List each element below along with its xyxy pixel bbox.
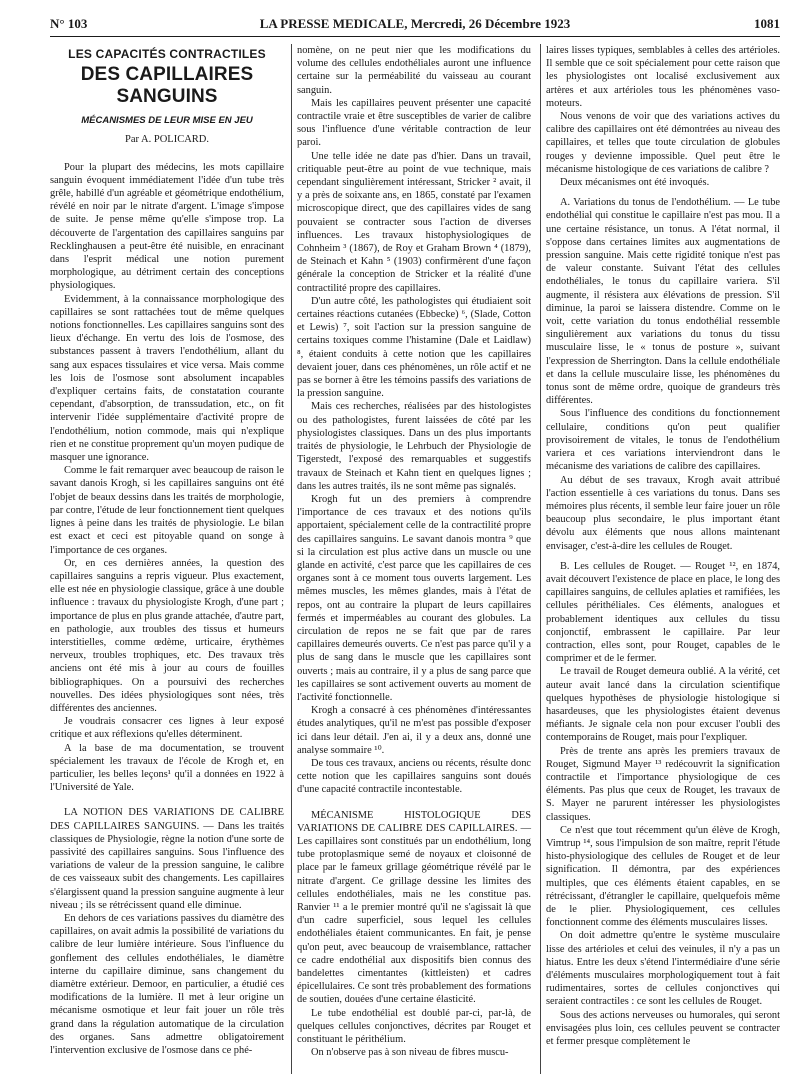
paragraph: Nous venons de voir que des variations actives du calibre des capillaires ont été démontrées au niveau des capillaires, et telles que toute circulation de globules rouges y devienne impossible. Quel peut être le mécanisme histologique de ces variations de calibre ?	[546, 111, 780, 175]
article-subtitle: MÉCANISMES DE LEUR MISE EN JEU	[81, 115, 253, 127]
issue-number: N° 103	[50, 16, 88, 31]
paragraph: D'un autre côté, les pathologistes qui étudiaient soit certaines réactions cutanées (Ebbecke) ⁶, (Slade, Cotton et Lewis) ⁷, soit l'action sur la pression sanguine de certains toxiques comme l'histamine (Dale et Laidlaw) ⁸, étaient conduits à cette notion que les capillaires devaient jouer, dans ces phénomènes, un rôle actif et ne pas se borner à être les témoins passifs des variations de la pression sanguine.	[297, 295, 531, 400]
paragraph: Ce n'est que tout récemment qu'un élève de Krogh, Vimtrup ¹⁴, sous l'impulsion de son maître, reprit l'étude histo-physiologique des cellules de Rouget et de leur signification. Il démontra, par des expériences multiples, que ces éléments étaient capables, en se rétrécissant, d'étrangler le capillaire, quelquefois même de le plier. Physiologiquement, ces cellules fonctionnent comme des éléments musculaires lisses.	[546, 824, 780, 929]
paragraph: laires lisses typiques, semblables à celles des artérioles. Il semble que ce soit spécialement pour cette raison que les physiologistes ont localisé exclusivement aux artères et aux artérioles tous les phénomènes vaso-moteurs.	[546, 45, 780, 109]
column-divider-2	[540, 44, 541, 1074]
paragraph: Deux mécanismes ont été invoqués.	[560, 177, 710, 189]
paragraph: Le travail de Rouget demeura oublié. A la vérité, cet auteur avait lancé dans la circulation scientifique quelques hypothèses de physiologie histologique si hasardeuses, que les physiologistes étaient devenus méfiants. Je signale cela non pour excuser l'oubli des contemporains de Rouget, mais pour l'expliquer.	[546, 666, 780, 744]
paragraph: Au début de ses travaux, Krogh avait attribué l'action essentielle à ces variations du tonus. Dans ses mémoires plus récents, il semble leur faire jouer un rôle beaucoup plus secondaire, le plus important étant dévolu aux éléments que nous allons maintenant envisager, c'est-à-dire les cellules de Rouget.	[546, 474, 780, 552]
column-divider-1	[291, 44, 292, 1074]
section-paragraph: MÉCANISME HISTOLOGIQUE DES VARIATIONS DE CALIBRE DES CAPILLAIRES. — Les capillaires sont constitués par un endothélium, long tube protoplasmique semé de noyaux et cloisonné de place par le fameux grillage géométrique révélé par le nitrate d'argent. Ce grillage dessine les limites des cellules endothéliales, mais ne les constitue pas. Ranvier ¹¹ a le premier montré qu'il ne s'agissait là que d'un cadre superficiel, sous lequel les cellules endothéliales étaient communicantes. En fait, je pense qu'on peut, avec beaucoup de vraisemblance, rattacher ce cadre endothélial aux dispositifs bien connus des bandelettes cimentantes (kittleisten) et cadres épicellulaires. Ce sont très probablement des formations de soutien, douées d'une certaine élasticité.	[297, 809, 531, 1006]
journal-line: LA PRESSE MEDICALE, Mercredi, 26 Décembre 1923	[259, 16, 571, 31]
section-paragraph: LA NOTION DES VARIATIONS DE CALIBRE DES CAPILLAIRES SANGUINS. — Dans les traités classiques de Physiologie, règne la notion d'une sorte de passivité des capillaires sanguins. Sous l'influence des variations de valeur de la pression sanguine, le calibre de ces vaisseaux subit des changements. Les capillaires s'élargissent quand la pression sanguine augmente à leur niveau ; ils se rétrécissent quand elle diminue.	[50, 807, 284, 911]
newspaper-page	[50, 14, 780, 1074]
article-author: Par A. POLICARD.	[124, 134, 209, 146]
paragraph: Comme le fait remarquer avec beaucoup de raison le savant danois Krogh, si les capillaires sanguins ont été l'objet de beaux dessins dans les traités de morphologie, par contre, l'étude de leur fonctionnement tient quelques lignes à peine dans les traités de physiologie. Le bilan est exact et ceci est pitoyable quand on songe à l'importance de ces organes.	[50, 465, 284, 556]
paragraph: Près de trente ans après les premiers travaux de Rouget, Sigmund Mayer ¹³ redécouvrit la signification contractile et l'importance physiologique de ces éléments. Pas plus que ceux de Rouget, les travaux de S. Mayer ne parurent intéresser les physiologistes classiques.	[546, 745, 780, 823]
running-head	[50, 14, 780, 34]
paragraph: On doit admettre qu'entre le système musculaire lisse des artérioles et celui des veinules, il n'y a pas un hiatus. Entre les deux s'étend l'intermédiaire d'une série d'éléments musculaires morphologiquement tout à fait rudimentaires, sortes de cellules conjonctives qui seraient contractiles : ce sont les cellules de Rouget.	[546, 930, 780, 1008]
paragraph: A la base de ma documentation, se trouvent spécialement les travaux de l'école de Krogh et, en particulier, les belles leçons¹ qu'il a données en 1922 à l'Université de Yale.	[50, 742, 284, 794]
paragraph: Or, en ces dernières années, la question des capillaires sanguins a repris vigueur. Plus exactement, elle est née en physiologie classique, grâce à une double influence : travaux du physiologiste Krogh, d'une part ; importance de plus en plus grande attachée, d'autre part, en pathologie, aux troubles des tissus et humeurs interstitielles, comme œdème, urticaire, érythèmes nerveux, troubles trophiques, etc. Des travaux très anciens ont été mis à jour au cours de fouilles bibliographiques. On a poursuivi des recherches nouvelles. Des idées physiologiques sont nées, très différentes des anciennes.	[50, 557, 284, 714]
article-kicker: LES CAPACITÉS CONTRACTILES	[68, 47, 266, 61]
paragraph: Mais ces recherches, réalisées par des histologistes ou des pathologistes, furent laissées de côté par les physiologistes classiques. Dans un des plus importants traités de physiologie, le Lehrbuch der Physiologie de Tigerstedt, l'exposé des remarquables et suggestifs travaux de Steinach et Kahn tient en quelques lignes ; dans les autres traités, ils ne sont même pas signalés.	[297, 401, 531, 492]
paragraph: En dehors de ces variations passives du diamètre des capillaires, on avait admis la possibilité de variations du calibre de leur lumière intérieure. Sous l'influence du gonflement des cellules endothéliales, le diamètre interne du capillaire diminue, sans changement du diamètre extérieur. Demoor, en particulier, a étudié ces modifications de la lumière. Il met à leur origine un mécanisme osmotique et leur fait jouer un rôle très grand dans la régulation automatique de la circulation des organes. Sans admettre obligatoirement l'intervention exclusive de l'osmose dans ce phé-	[50, 912, 284, 1057]
paragraph: De tous ces travaux, anciens ou récents, résulte donc cette notion que les capillaires sanguins sont doués d'une capacité contractile incontestable.	[297, 757, 531, 796]
paragraph: Krogh fut un des premiers à comprendre l'importance de ces travaux et des notions qu'ils apportaient, spécialement celle de la contractilité propre des capillaires sanguins. Le savant danois montra ⁹ que si la circulation est plus active dans un muscle ou une glande en activité, c'est parce que les capillaires de ces organes sont à ce moment tous ouverts largement. Les mêmes muscles, les mêmes glandes, mais à l'état de repos, ont au contraire la plupart de leurs capillaires fermés et imperméables au courant des globules. La circulation de repos ne se fait que par de rares capillaires demeurés ouverts. Ce n'est pas parce qu'il y a plus de sang dans le muscle que les capillaires sont ouverts ; mais au contraire, il y a plus de sang parce que les capillaires se sont activement ouverts au moment de l'activité fonctionnelle.	[297, 493, 531, 703]
subsection-paragraph: A. Variations du tonus de l'endothélium. — Le tube endothélial qui constitue le capillaire n'est pas mou. Il a une certaine résistance, un tonus. A l'état normal, il s'oppose dans certaines limites aux augmentations de pression sanguine. Mais cette rigidité tonique n'est pas de valeur constante. Suivant l'état des cellules endothéliales, le tonus du capillaire variera. S'il augmente, il résistera aux élévations de pression. S'il diminue, la paroi se laissera distendre. Comme on le voit, cette variation du tonus endothélial ressemble singulièrement aux variations du tonus du tissu musculaire lisse, le « tonus de posture », suivant l'expression de Sherrington. Dans la cellule endothéliale et dans la cellule musculaire lisse, les phénomènes du tonus sont de même ordre, quoique de grandeurs très différentes.	[546, 197, 780, 407]
column-3	[546, 44, 780, 1048]
paragraph: On n'observe pas à son niveau de fibres muscu-	[311, 1047, 509, 1059]
paragraph: Pour la plupart des médecins, les mots capillaire sanguin évoquent immédiatement l'idée d'un tube très grêle, habillé d'un agréable et géométrique endothélium, révélé en noir par le nitrate d'argent. L'image s'impose de suite. Je pense même qu'elle s'impose trop. La découverte de l'argentation des capillaires sanguins par Recklinghausen a peut-être été nuisible, en enracinant dans l'esprit médical une notion purement morphologique, au détriment certain des conceptions physiologiques.	[50, 161, 284, 292]
paragraph: Krogh a consacré à ces phénomènes d'intéressantes études analytiques, qu'il ne m'est pas possible d'exposer ici dans leur détail. J'en ai, il y a deux ans, donné une analyse sommaire ¹⁰.	[297, 705, 531, 756]
paragraph: Mais les capillaires peuvent présenter une capacité contractile vraie et être susceptibles de varier de calibre sous l'influence d'une véritable contraction de leur paroi.	[297, 97, 531, 149]
paragraph: nomène, on ne peut nier que les modifications du volume des cellules endothéliales auront une influence certaine sur la perméabilité du vaisseau au courant sanguin.	[297, 45, 531, 96]
paragraph: Le tube endothélial est doublé par-ci, par-là, de quelques cellules conjonctives, décrites par Rouget et constituant le périthélium.	[297, 1007, 531, 1046]
paragraph: Sous des actions nerveuses ou humorales, qui seront envisagées plus loin, ces cellules peuvent se contracter et fermer presque complètement le	[546, 1009, 780, 1048]
paragraph: Sous l'influence des conditions du fonctionnement cellulaire, conditions qu'on peut qualifier provisoirement de vitales, le tonus de l'endothélium variera et ces variations interviendront dans le mécanisme des variations de calibre des capillaires.	[546, 408, 780, 473]
page-number: 1081	[754, 16, 780, 31]
paragraph: Une telle idée ne date pas d'hier. Dans un travail, critiquable peut-être au point de vue technique, mais cependant singulièrement intéressant, Stricker ² avait, il y a près de soixante ans, en 1865, constaté par l'examen microscopique direct, que des capillaires vides de sang pouvaient se contracter sous l'action de diverses influences. Les travaux histophysiologiques de Cohnheim ³ (1867), de Roy et Graham Brown ⁴ (1879), de Steinach et Kahn ⁵ (1903) confirmèrent d'une façon générale la conception de Stricker et la réalité d'une contractilité propre des capillaires.	[297, 150, 531, 294]
header-rule	[50, 36, 780, 37]
column-1	[50, 44, 284, 1057]
paragraph: Je voudrais consacrer ces lignes à leur exposé critique et aux réflexions qu'elles déterminent.	[50, 716, 284, 741]
subsection-paragraph: B. Les cellules de Rouget. — Rouget ¹², en 1874, avait découvert l'existence de place en place, le long des capillaires sanguins, de cellules aplaties et ramifiées, les cellules périthéliales. Ces éléments, analogues et probablement identiques aux cellules du tissu conjonctif, embrassent le capillaire. Par leur contraction, elles sont, pour Rouget, capables de le comprimer et de le fermer.	[546, 560, 780, 665]
paragraph: Evidemment, à la connaissance morphologique des capillaires se sont rattachées tout de même quelques notions fonctionnelles. Les capillaires sanguins sont des lieux d'échange. En vertu des lois de l'osmose, des substances passent à travers l'endothélium, allant du sang aux espaces tissulaires et vice versa. Mais comme les lois de l'osmose sont absolument incapables d'expliquer certains faits, de constatation courante cependant, d'absorption, de transsudation, etc., on fit intervenir l'idée supplémentaire d'activité propre de l'endothélium, notion commode, mais qui n'explique rien et ne constitue proprement qu'un moyen pudique de masquer une ignorance.	[50, 293, 284, 464]
column-2	[297, 44, 531, 1059]
article-title: DES CAPILLAIRES SANGUINS	[80, 64, 254, 108]
